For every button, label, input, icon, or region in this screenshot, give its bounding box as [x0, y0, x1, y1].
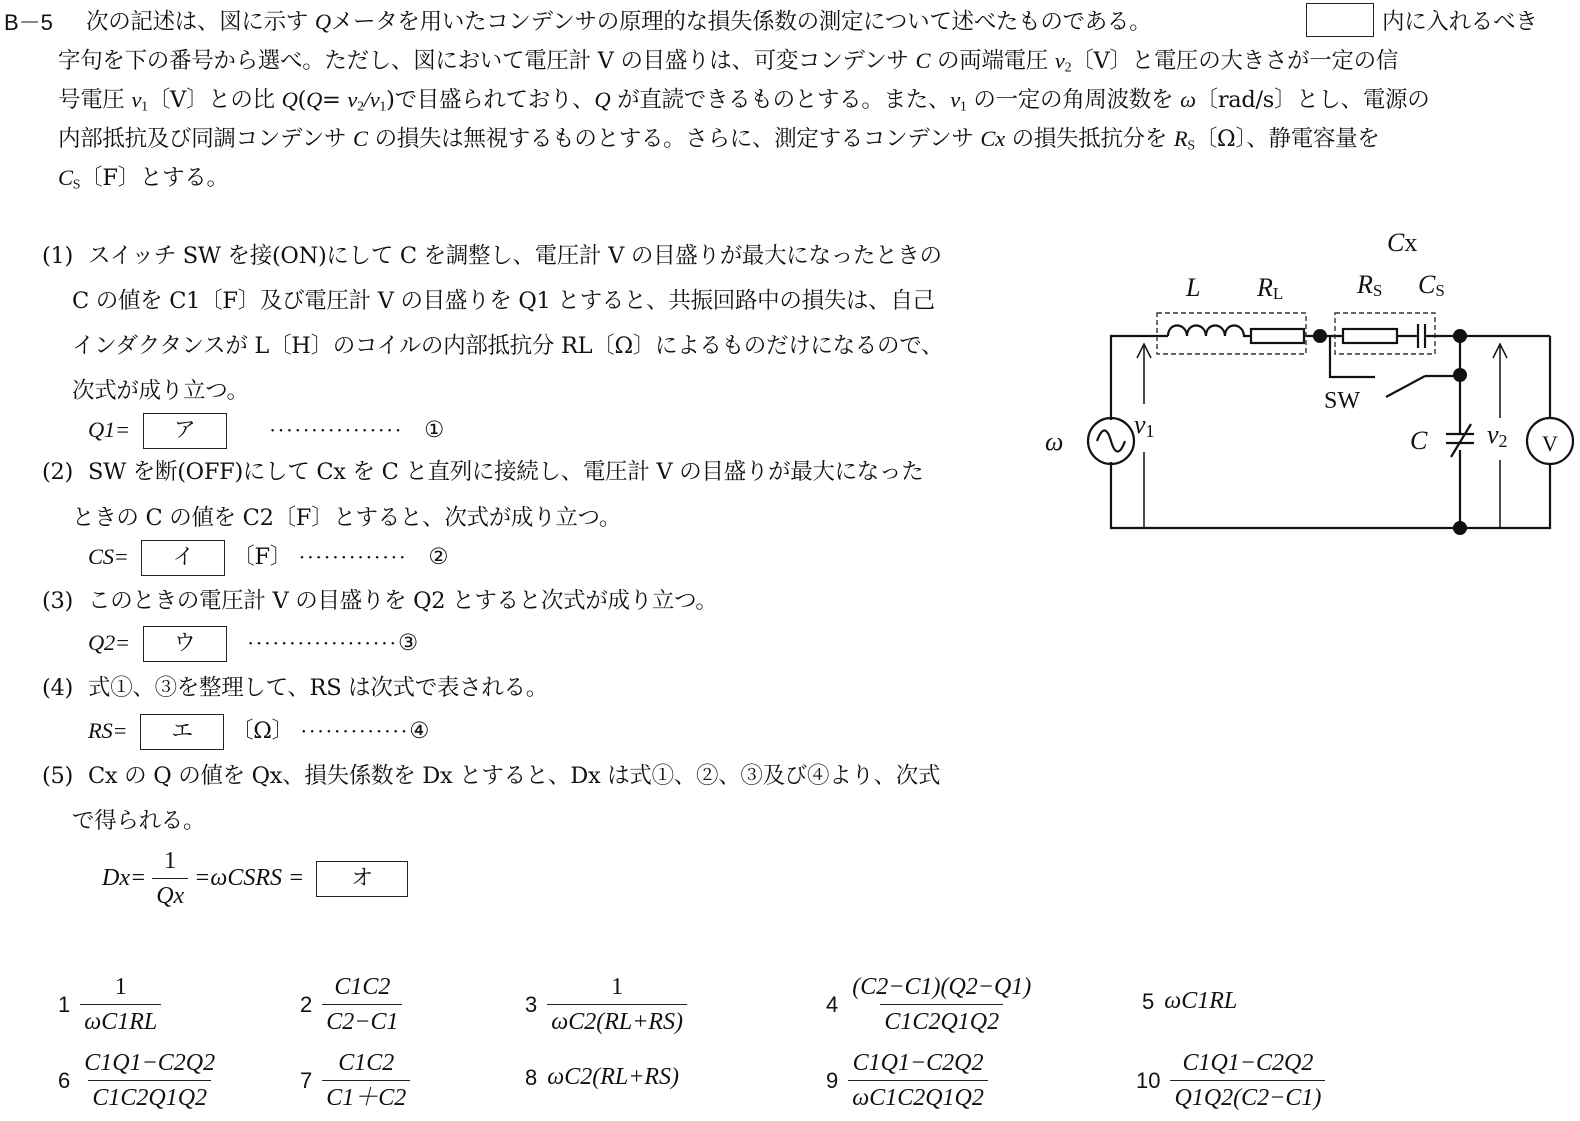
- q-meter-circuit-diagram: [1040, 220, 1580, 550]
- svg-text:Cx: Cx: [1387, 228, 1418, 257]
- choice-6[interactable]: 6 $\frac{C1Q1-C2Q2}{C1C2Q1Q2}$: [58, 1050, 216, 1111]
- step-1-line-4: 次式が成り立つ。: [72, 378, 249, 404]
- choice-9[interactable]: 9 $\frac{C1Q1-C2Q2}{\omega C1C2Q1Q2}$: [826, 1048, 988, 1113]
- fraction-1-over-qx: $\frac{1}{Qx}$: [152, 846, 188, 911]
- intro-line-1-tail: 内に入れるべき: [1382, 9, 1538, 35]
- question-number: B－5: [4, 10, 53, 35]
- unit-farad: 〔F〕: [232, 544, 292, 570]
- step-4-line-1: 式①、③を整理して、RS は次式で表される。: [88, 675, 548, 701]
- choice-3[interactable]: 3 $\frac{1}{\omega C2(RL+RS)}$: [525, 972, 687, 1037]
- answer-blank-u[interactable]: ウ: [143, 626, 227, 662]
- intro-line-4: 内部抵抗及び同調コンデンサ C の損失は無視するものとする。さらに、測定するコンデンサ Cx の損失抵抗分を $R_S$〔Ω〕、静電容量を: [58, 126, 1380, 154]
- equation-5: Dx= $\frac{1}{Qx}$ =ωCSRS = オ: [102, 846, 408, 911]
- junction-dot: [1313, 329, 1327, 343]
- step-1-number: (1): [42, 243, 73, 269]
- equation-ref-1: ①: [424, 417, 444, 443]
- step-4-number: (4): [42, 675, 73, 701]
- equation-ref-3: ③: [397, 630, 418, 656]
- choice-8[interactable]: 8 ωC2(RL+RS): [525, 1064, 680, 1090]
- step-2-number: (2): [42, 459, 73, 485]
- answer-blank-a[interactable]: ア: [143, 413, 227, 449]
- choice-7[interactable]: 7 $\frac{C1C2}{C1+C2}$: [300, 1048, 410, 1113]
- leader-dots: ················: [269, 418, 404, 442]
- svg-text:v2: v2: [1487, 420, 1508, 451]
- step-3-line-1: このときの電圧計 V の目盛りを Q2 とすると次式が成り立つ。: [88, 588, 718, 614]
- step-5-number: (5): [42, 763, 73, 789]
- leader-dots: ··················: [247, 631, 398, 655]
- choice-4[interactable]: 4 $\frac{(C2-C1)(Q2-Q1)}{C1C2Q1Q2}$: [826, 974, 1032, 1035]
- step-1-line-1: スイッチ SW を接(ON)にして C を調整し、電圧計 V の目盛りが最大になったときの: [88, 243, 942, 269]
- svg-text:C: C: [1410, 426, 1428, 455]
- choice-1[interactable]: 1 $\frac{1}{\omega C1RL}$: [58, 972, 161, 1037]
- step-2-line-1: SW を断(OFF)にして Cx を C と直列に接続し、電圧計 V の目盛りが最大になった: [88, 459, 924, 485]
- step-5-line-2: で得られる。: [72, 808, 206, 834]
- svg-text:RS: RS: [1357, 270, 1383, 300]
- equation-4: RS= エ 〔Ω〕 ·············④: [88, 713, 429, 750]
- leader-dots: ·············: [300, 719, 410, 743]
- intro-line-5: $C_S$〔F〕とする。: [58, 165, 229, 193]
- step-1-line-2: C の値を C1〔F〕及び電圧計 V の目盛りを Q1 とすると、共振回路中の損失は、自己: [72, 288, 935, 314]
- unit-ohm: 〔Ω〕: [231, 718, 294, 744]
- choice-10[interactable]: 10 $\frac{C1Q1-C2Q2}{Q1Q2(C2-C1)}$: [1136, 1048, 1325, 1113]
- step-5-line-1: Cx の Q の値を Qx、損失係数を Dx とすると、Dx は式①、②、③及び④より、次式: [88, 763, 941, 789]
- equation-3: Q2= ウ ··················③: [88, 625, 418, 662]
- intro-line-3: 号電圧 $v_1$〔V〕との比 $Q(Q= v_2/v_1)$で目盛られており、Q が直読できるものとする。また、$v_1$ の一定の角周波数を ω〔rad/s〕とし、電源の: [58, 87, 1430, 115]
- svg-text:RL: RL: [1257, 273, 1284, 303]
- svg-text:v1: v1: [1134, 410, 1155, 441]
- svg-text:V: V: [1542, 431, 1558, 456]
- equation-ref-4: ④: [409, 718, 430, 744]
- equation-ref-2: ②: [428, 544, 449, 570]
- equation-1: Q1= ア ················ ①: [88, 412, 444, 449]
- choice-5[interactable]: 5 ωC1RL: [1142, 988, 1238, 1014]
- choice-2[interactable]: 2 $\frac{C1C2}{C2-C1}$: [300, 972, 402, 1037]
- svg-text:CS: CS: [1418, 270, 1445, 300]
- leader-dots: ·············: [298, 545, 408, 569]
- equation-2: CS= イ 〔F〕 ············· ②: [88, 539, 448, 576]
- intro-line-1: 次の記述は、図に示す Qメータを用いたコンデンサの原理的な損失係数の測定について述べたものである。: [86, 9, 1152, 35]
- blank-box-legend: [1306, 3, 1374, 37]
- svg-text:SW: SW: [1324, 388, 1360, 414]
- svg-text:ω: ω: [1045, 427, 1064, 456]
- answer-blank-i[interactable]: イ: [141, 540, 225, 576]
- answer-blank-o[interactable]: オ: [316, 861, 408, 897]
- svg-text:L: L: [1186, 273, 1201, 302]
- answer-blank-e[interactable]: エ: [140, 714, 224, 750]
- step-1-line-3: インダクタンスが L〔H〕のコイルの内部抵抗分 RL〔Ω〕によるものだけになるので、: [72, 333, 944, 359]
- step-2-line-2: ときの C の値を C2〔F〕とすると、次式が成り立つ。: [72, 505, 622, 531]
- step-3-number: (3): [42, 588, 73, 614]
- intro-line-2: 字句を下の番号から選べ。ただし、図において電圧計 V の目盛りは、可変コンデンサ C の両端電圧 $v_2$〔V〕と電圧の大きさが一定の信: [58, 48, 1399, 76]
